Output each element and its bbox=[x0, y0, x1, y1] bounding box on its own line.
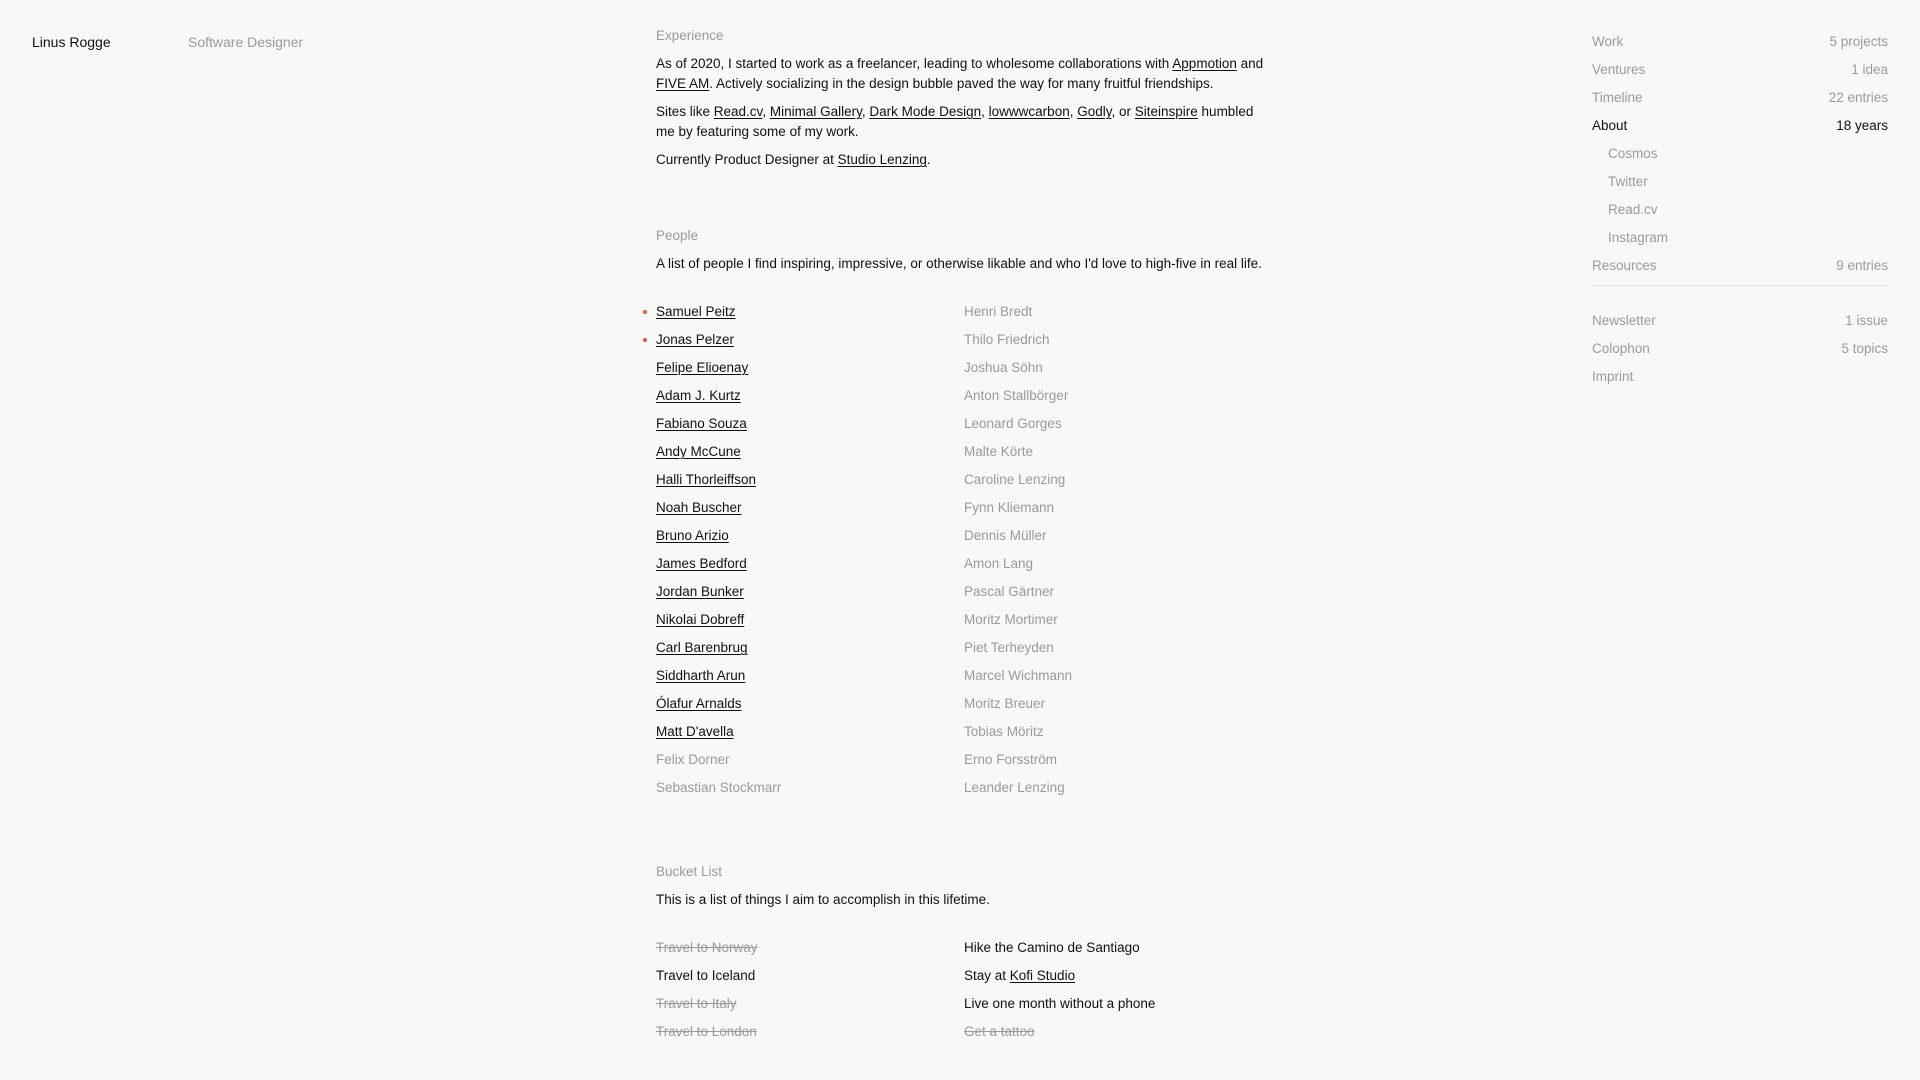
experience-paragraph-3 bbox=[656, 150, 1266, 170]
text: humbled me by featuring some of my work. bbox=[656, 104, 1254, 139]
nav-count: 22 entries bbox=[1828, 90, 1888, 105]
nav-item-ventures[interactable] bbox=[1592, 60, 1888, 88]
person-name: Felix Dorner bbox=[656, 752, 730, 767]
text: Currently Product Designer at bbox=[656, 152, 838, 167]
person-bruno-arizio[interactable] bbox=[656, 522, 964, 550]
site-role: Software Designer bbox=[188, 34, 304, 50]
nav-item-colophon[interactable] bbox=[1592, 339, 1888, 367]
nav-subitem-cosmos[interactable]: Cosmos bbox=[1608, 146, 1658, 161]
person-erno-forsstrom: Erno Forsström bbox=[964, 752, 1058, 767]
experience-section bbox=[656, 26, 1266, 170]
nav-subitem-twitter[interactable]: Twitter bbox=[1608, 174, 1648, 189]
link-readcv[interactable]: Read.cv bbox=[713, 104, 763, 119]
person-link[interactable]: Nikolai Dobreff bbox=[656, 612, 745, 627]
people-intro: A list of people I find inspiring, impressive, or otherwise likable and who I'd love to high-five in real life. bbox=[656, 256, 1262, 271]
text: . bbox=[926, 152, 931, 167]
person-anton-stallborger: Anton Stallbörger bbox=[964, 388, 1069, 403]
nav-divider bbox=[1592, 285, 1888, 286]
person-link[interactable]: Samuel Peitz bbox=[656, 304, 736, 319]
nav-item-work[interactable] bbox=[1592, 32, 1888, 60]
people-section bbox=[656, 226, 1266, 802]
person-leonard-gorges: Leonard Gorges bbox=[964, 416, 1062, 431]
nav-label: Work bbox=[1592, 34, 1624, 49]
nav-subitem-instagram[interactable]: Instagram bbox=[1608, 230, 1669, 245]
text: and bbox=[1236, 56, 1264, 71]
nav-count: 1 issue bbox=[1845, 313, 1888, 328]
person-malte-korte: Malte Körte bbox=[964, 444, 1034, 459]
nav-item-resources[interactable] bbox=[1592, 256, 1888, 284]
experience-paragraph-1 bbox=[656, 54, 1266, 94]
text: , bbox=[762, 104, 770, 119]
link-five-am[interactable]: FIVE AM bbox=[656, 76, 710, 91]
person-link[interactable]: Adam J. Kurtz bbox=[656, 388, 741, 403]
person-carl-barenbrug[interactable] bbox=[656, 634, 964, 662]
person-name: Sebastian Stockmarr bbox=[656, 780, 782, 795]
person-amon-lang: Amon Lang bbox=[964, 556, 1034, 571]
nav-label: Timeline bbox=[1592, 90, 1643, 105]
person-pascal-gartner: Pascal Gärtner bbox=[964, 584, 1055, 599]
nav-item-newsletter[interactable] bbox=[1592, 311, 1888, 339]
text: Sites like bbox=[656, 104, 714, 119]
person-felix-dorner bbox=[656, 746, 964, 774]
highlight-dot-icon bbox=[643, 338, 647, 342]
nav-label: Imprint bbox=[1592, 369, 1634, 384]
bucket-item-live-one-month-without-a-phone bbox=[964, 990, 1264, 1018]
bucket-item-travel-to-london: Travel to London bbox=[656, 1024, 757, 1039]
person-link[interactable]: Andy McCune bbox=[656, 444, 741, 459]
person-link[interactable]: Halli Thorleiffson bbox=[656, 472, 757, 487]
person-link[interactable]: Felipe Elioenay bbox=[656, 360, 749, 375]
bucket-item-travel-to-norway: Travel to Norway bbox=[656, 940, 758, 955]
bucket-item-text: Live one month without a phone bbox=[964, 996, 1156, 1011]
link-godly[interactable]: Godly bbox=[1077, 104, 1112, 119]
person-marcel-wichmann: Marcel Wichmann bbox=[964, 668, 1073, 683]
person-dennis-muller: Dennis Müller bbox=[964, 528, 1047, 543]
text: , bbox=[981, 104, 989, 119]
link-siteinspire[interactable]: Siteinspire bbox=[1134, 104, 1198, 119]
person-link[interactable]: Siddharth Arun bbox=[656, 668, 746, 683]
people-heading: People bbox=[656, 228, 699, 243]
person-jonas-pelzer[interactable] bbox=[656, 326, 964, 354]
people-left-column bbox=[656, 298, 964, 802]
person-link[interactable]: Bruno Arizio bbox=[656, 528, 729, 543]
person-tobias-moritz: Tobias Möritz bbox=[964, 724, 1044, 739]
text: , or bbox=[1111, 104, 1135, 119]
people-right-column bbox=[964, 298, 1264, 802]
nav-item-imprint[interactable] bbox=[1592, 367, 1888, 395]
highlight-dot-icon bbox=[643, 310, 647, 314]
link-studio-lenzing[interactable]: Studio Lenzing bbox=[837, 152, 927, 167]
person-link[interactable]: Matt D'avella bbox=[656, 724, 734, 739]
bucket-right-column bbox=[964, 934, 1264, 1046]
person-moritz-mortimer: Moritz Mortimer bbox=[964, 612, 1058, 627]
person-james-bedford[interactable] bbox=[656, 550, 964, 578]
person-link[interactable]: Fabiano Souza bbox=[656, 416, 747, 431]
bucket-item-text: Stay at bbox=[964, 968, 1010, 983]
nav-item-about[interactable] bbox=[1592, 116, 1888, 144]
person-link[interactable]: Ólafur Arnalds bbox=[656, 696, 742, 711]
nav-label: Colophon bbox=[1592, 341, 1650, 356]
link-dark-mode-design[interactable]: Dark Mode Design bbox=[869, 104, 982, 119]
bucket-list-section bbox=[656, 862, 1266, 1046]
nav-label: Newsletter bbox=[1592, 313, 1656, 328]
main-content bbox=[656, 26, 1266, 1046]
person-leander-lenzing: Leander Lenzing bbox=[964, 780, 1065, 795]
person-halli-thorleiffson[interactable] bbox=[656, 466, 964, 494]
bucket-list bbox=[656, 934, 1266, 1046]
bucket-item-text: Hike the Camino de Santiago bbox=[964, 940, 1140, 955]
text: , bbox=[861, 104, 870, 119]
person-matt-d-avella[interactable] bbox=[656, 718, 964, 746]
link-appmotion[interactable]: Appmotion bbox=[1172, 56, 1237, 71]
nav-count: 9 entries bbox=[1836, 258, 1888, 273]
person-henri-bredt: Henri Bredt bbox=[964, 304, 1033, 319]
person-siddharth-arun[interactable] bbox=[656, 662, 964, 690]
bucket-item-travel-to-iceland: Travel to Iceland bbox=[656, 968, 756, 983]
bucket-item-hike-the-camino-de-santiago bbox=[964, 934, 1264, 962]
nav-count: 18 years bbox=[1836, 118, 1888, 133]
bucket-list-intro: This is a list of things I aim to accomplish in this lifetime. bbox=[656, 892, 990, 907]
person-caroline-lenzing: Caroline Lenzing bbox=[964, 472, 1066, 487]
person-thilo-friedrich: Thilo Friedrich bbox=[964, 332, 1050, 347]
nav-label: Resources bbox=[1592, 258, 1657, 273]
nav-label: About bbox=[1592, 118, 1628, 133]
text: As of 2020, I started to work as a freelancer, leading to wholesome collaborations with bbox=[656, 56, 1173, 71]
person-noah-buscher[interactable] bbox=[656, 494, 964, 522]
person-fabiano-souza[interactable] bbox=[656, 410, 964, 438]
person-piet-terheyden: Piet Terheyden bbox=[964, 640, 1054, 655]
bucket-left-column bbox=[656, 934, 964, 1046]
nav-count: 5 topics bbox=[1841, 341, 1888, 356]
nav-label: Ventures bbox=[1592, 62, 1646, 77]
person-sebastian-stockmarr bbox=[656, 774, 964, 802]
person-joshua-sohn: Joshua Söhn bbox=[964, 360, 1043, 375]
nav-item-timeline[interactable] bbox=[1592, 88, 1888, 116]
person-link[interactable]: Noah Buscher bbox=[656, 500, 742, 515]
person-jordan-bunker[interactable] bbox=[656, 578, 964, 606]
side-navigation bbox=[1592, 32, 1888, 395]
person-link[interactable]: Carl Barenbrug bbox=[656, 640, 748, 655]
bucket-item-get-a-tattoo bbox=[964, 1018, 1264, 1046]
nav-count: 1 idea bbox=[1851, 62, 1888, 77]
bucket-item-text: Get a tattoo bbox=[964, 1024, 1035, 1039]
nav-count: 5 projects bbox=[1829, 34, 1888, 49]
person-moritz-breuer: Moritz Breuer bbox=[964, 696, 1046, 711]
person-link[interactable]: James Bedford bbox=[656, 556, 747, 571]
person-andy-mccune[interactable] bbox=[656, 438, 964, 466]
nav-subitem-read-cv[interactable]: Read.cv bbox=[1608, 202, 1658, 217]
person-adam-j-kurtz[interactable] bbox=[656, 382, 964, 410]
bucket-list-heading: Bucket List bbox=[656, 864, 723, 879]
person-nikolai-dobreff[interactable] bbox=[656, 606, 964, 634]
people-list bbox=[656, 298, 1266, 802]
person-link[interactable]: Jonas Pelzer bbox=[656, 332, 735, 347]
site-name[interactable]: Linus Rogge bbox=[32, 34, 111, 50]
experience-heading: Experience bbox=[656, 28, 724, 43]
person-olafur-arnalds[interactable] bbox=[656, 690, 964, 718]
text: . Actively socializing in the design bubble paved the way for many fruitful friendships. bbox=[709, 76, 1214, 91]
person-samuel-peitz[interactable] bbox=[656, 298, 964, 326]
person-link[interactable]: Jordan Bunker bbox=[656, 584, 744, 599]
experience-paragraph-2 bbox=[656, 102, 1266, 142]
person-felipe-elioenay[interactable] bbox=[656, 354, 964, 382]
link-lowwwcarbon[interactable]: lowwwcarbon bbox=[988, 104, 1070, 119]
text: , bbox=[1069, 104, 1078, 119]
bucket-item-stay-at-kofi-studio bbox=[964, 962, 1264, 990]
link-minimal-gallery[interactable]: Minimal Gallery bbox=[769, 104, 862, 119]
person-fynn-kliemann: Fynn Kliemann bbox=[964, 500, 1055, 515]
link-kofi-studio[interactable]: Kofi Studio bbox=[1009, 968, 1076, 983]
bucket-item-travel-to-italy: Travel to Italy bbox=[656, 996, 737, 1011]
